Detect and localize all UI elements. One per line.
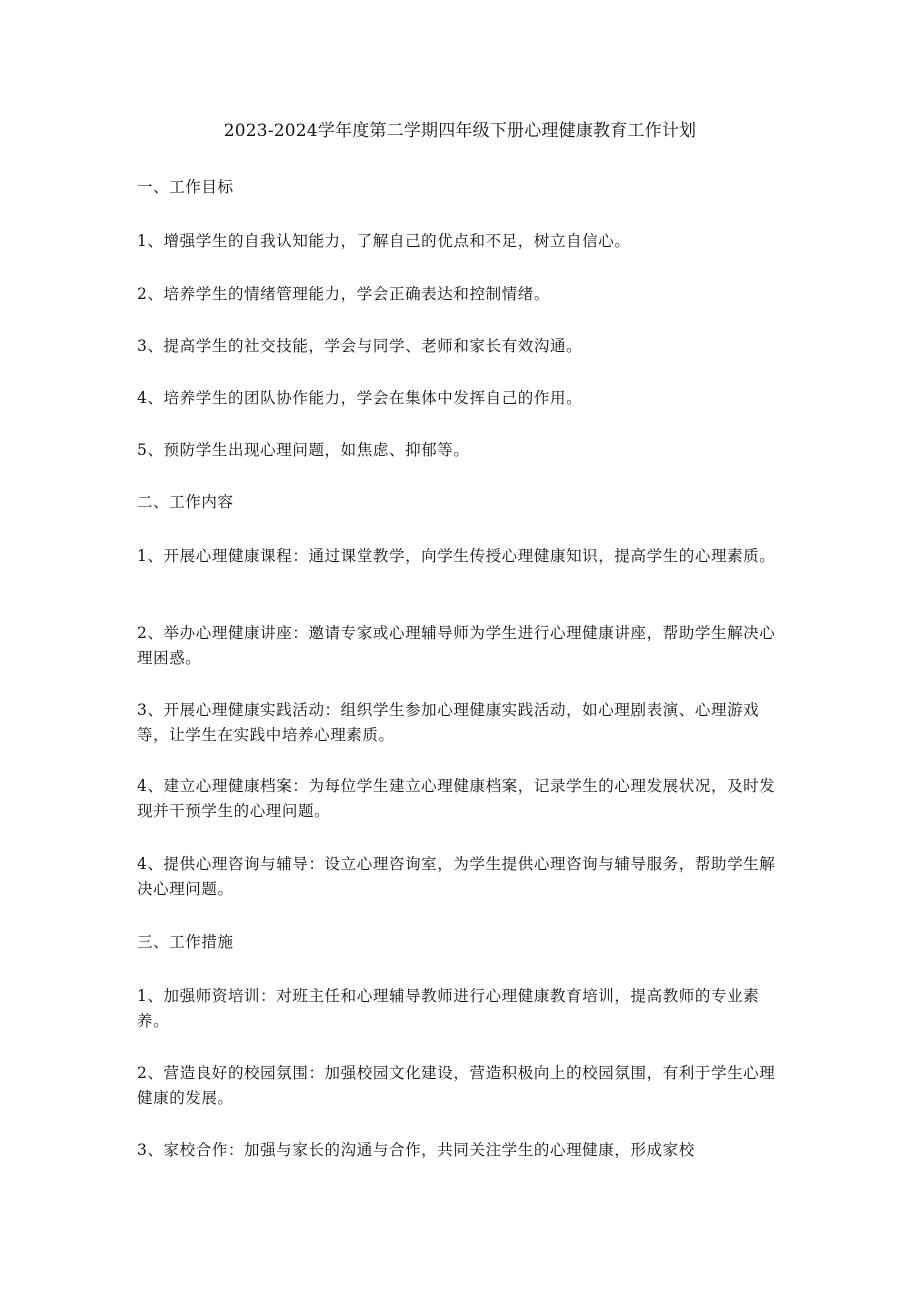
paragraph-measure-1: 1、加强师资培训：对班主任和心理辅导教师进行心理健康教育培训，提高教师的专业素养。 — [137, 987, 760, 1030]
paragraph-goal-2: 2、培养学生的情绪管理能力，学会正确表达和控制情绪。 — [137, 285, 550, 303]
paragraph-content-3: 3、开展心理健康实践活动：组织学生参加心理健康实践活动，如心理剧表演、心理游戏等，让学生在实践中培养心理素质。 — [137, 701, 760, 744]
paragraph-content-1: 1、开展心理健康课程：通过课堂教学，向学生传授心理健康知识，提高学生的心理素质。 — [137, 547, 776, 565]
section-heading-goals: 一、工作目标 — [137, 178, 234, 196]
paragraph-goal-4: 4、培养学生的团队协作能力，学会在集体中发挥自己的作用。 — [137, 389, 583, 407]
paragraph-measure-3: 3、家校合作：加强与家长的沟通与合作，共同关注学生的心理健康，形成家校 — [137, 1141, 695, 1159]
paragraph-goal-3: 3、提高学生的社交技能，学会与同学、老师和家长有效沟通。 — [137, 337, 583, 355]
paragraph-goal-5: 5、预防学生出现心理问题，如焦虑、抑郁等。 — [137, 441, 470, 459]
section-heading-measures: 三、工作措施 — [137, 933, 234, 951]
paragraph-measure-2: 2、营造良好的校园氛围：加强校园文化建设，营造积极向上的校园氛围，有利于学生心理健康的发展。 — [137, 1064, 776, 1107]
section-heading-content: 二、工作内容 — [137, 493, 234, 511]
paragraph-content-4: 4、建立心理健康档案：为每位学生建立心理健康档案，记录学生的心理发展状况，及时发现并干预学生的心理问题。 — [137, 777, 776, 820]
paragraph-goal-1: 1、增强学生的自我认知能力，了解自己的优点和不足，树立自信心。 — [137, 232, 631, 250]
paragraph-content-5: 4、提供心理咨询与辅导：设立心理咨询室，为学生提供心理咨询与辅导服务，帮助学生解决心理问题。 — [137, 855, 776, 898]
document-title: 2023-2024学年度第二学期四年级下册心理健康教育工作计划 — [223, 121, 697, 141]
paragraph-content-2: 2、举办心理健康讲座：邀请专家或心理辅导师为学生进行心理健康讲座，帮助学生解决心理困惑。 — [137, 624, 776, 667]
